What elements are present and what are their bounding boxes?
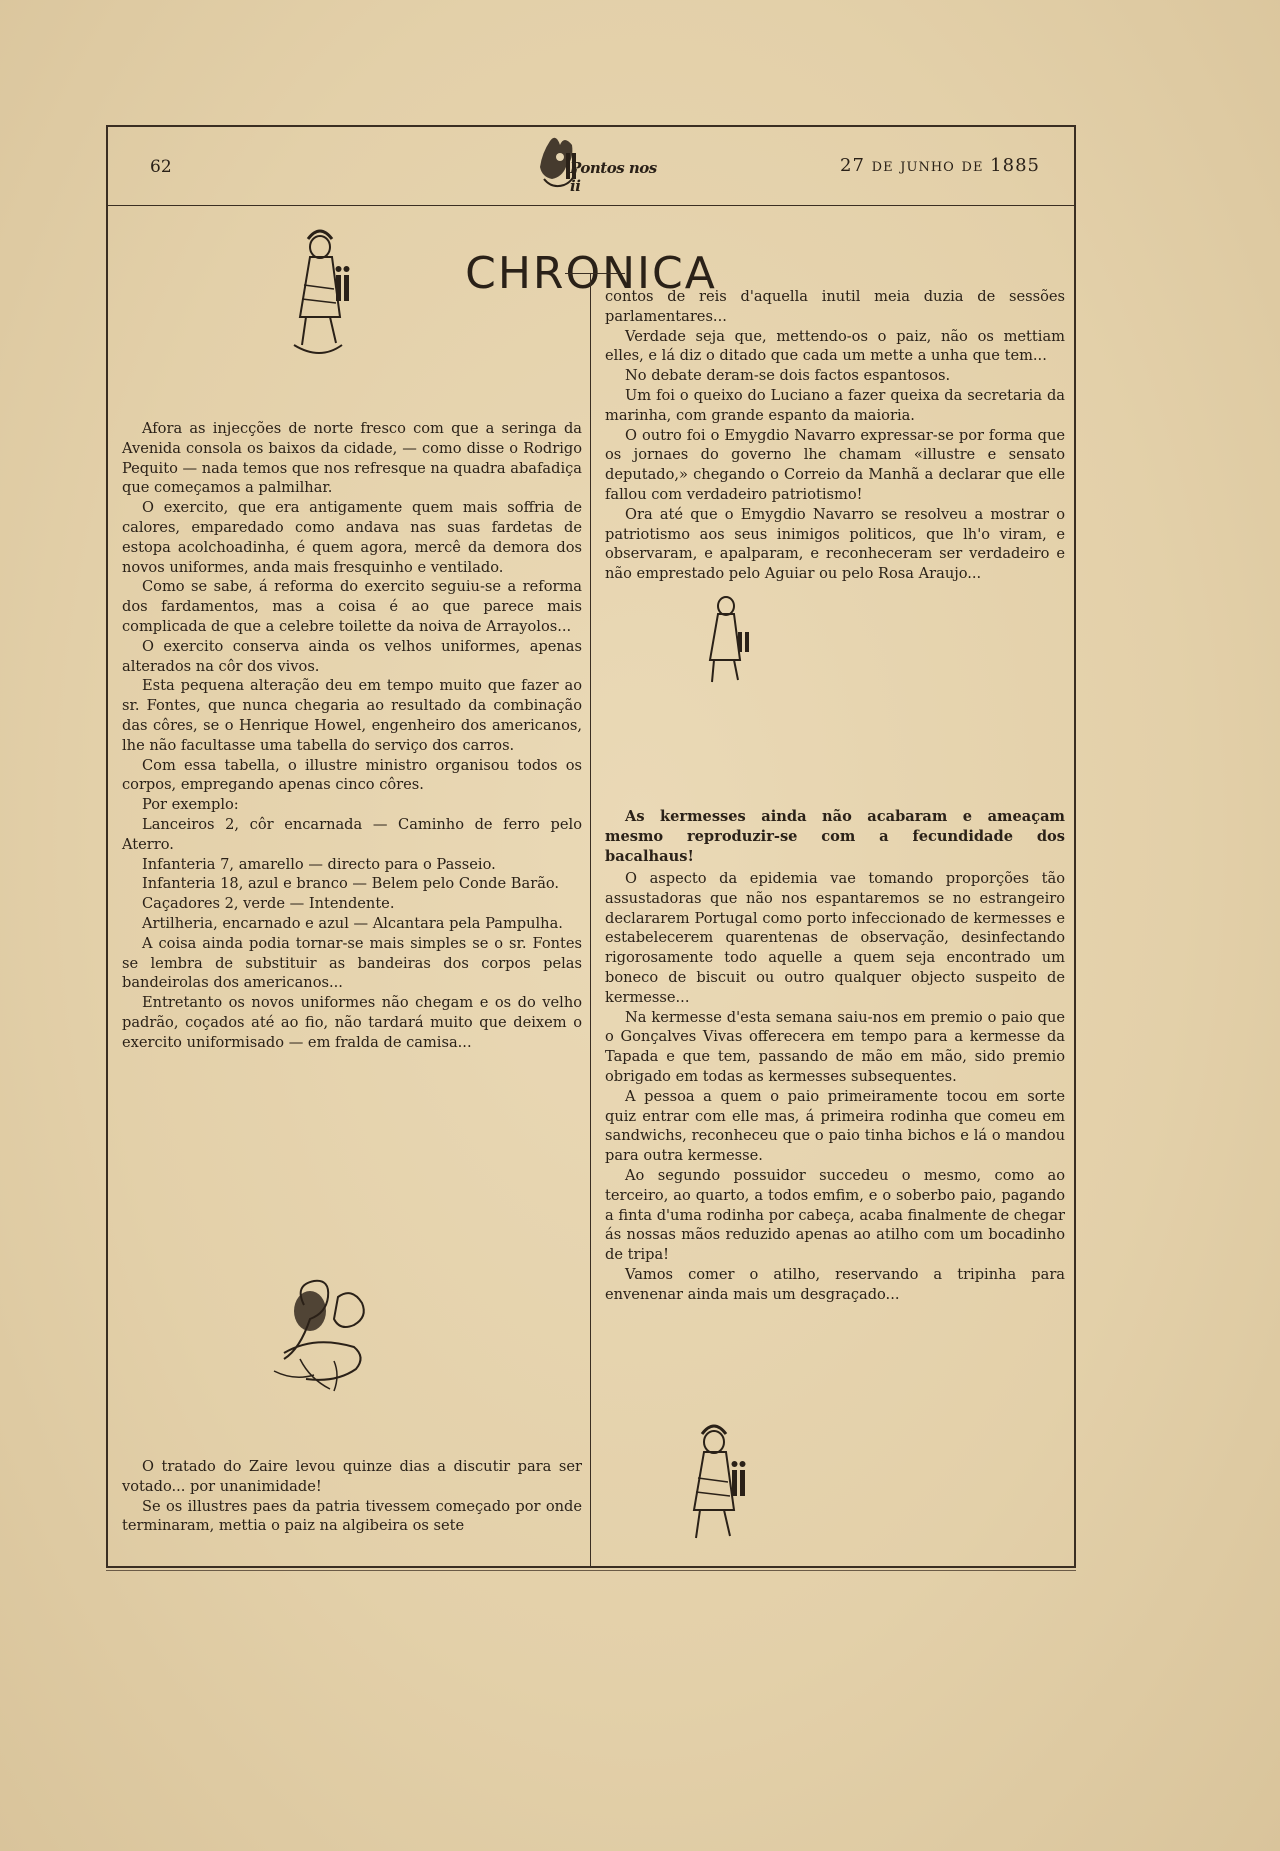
page-header xyxy=(108,127,1074,206)
masthead xyxy=(520,131,660,201)
paragraph: Esta pequena alteração deu em tempo muito que fazer ao sr. Fontes, que nunca chegaria ao resultado da combinação das côres, se o Henrique Howel, engenheiro dos americanos, lhe não facultasse uma tabella do serviço dos carros. xyxy=(122,677,582,754)
paragraph: Verdade seja que, mettendo-os o paiz, não os mettiam elles, e lá diz o ditado que cada um mette a unha que tem... xyxy=(605,327,1065,365)
paragraph: O aspecto da epidemia vae tomando proporções tão assustadoras que não nos espantaremos se no estrangeiro declararem Portugal como porto infeccionado de kermesses e estabelecerem quarentenas de observação, desinfectando rigorosamente todo aquelle a quem seja encontrado um boneco de biscuit ou outro qualquer objecto suspeito de kermesse... xyxy=(605,870,1065,1006)
paragraph: Como se sabe, á reforma do exercito seguiu-se a reforma dos fardamentos, mas a coisa é ao que parece mais complicada de que a celebre toilette da noiva de Arrayolos... xyxy=(122,578,582,635)
right-column xyxy=(605,287,1065,584)
hooded-figure-icon xyxy=(280,225,356,361)
paragraph: O exercito conserva ainda os velhos uniformes, apenas alterados na côr dos vivos. xyxy=(122,637,582,675)
left-column xyxy=(122,419,582,1053)
paragraph: Com essa tabella, o illustre ministro organisou todos os corpos, empregando apenas cinco côres. xyxy=(122,756,582,794)
paragraph: Ora até que o Emygdio Navarro se resolveu a mostrar o patriotismo aos seus inimigos politicos, que lh'o viram, e observaram, e apalparam, e reconheceram ser verdadeiro e não emprestado pelo Aguiar ou pelo Rosa Araujo... xyxy=(605,505,1065,583)
article-title: CHRONICA xyxy=(465,248,717,300)
paragraph: Caçadores 2, verde — Intendente. xyxy=(142,895,395,913)
hooded-figure-icon xyxy=(678,1422,754,1552)
title-rule xyxy=(565,273,625,274)
masthead-title: Pontos nos ii xyxy=(570,159,657,195)
paragraph: Infanteria 7, amarello — directo para o Passeio. xyxy=(142,855,496,873)
lead-paragraph: As kermesses ainda não acabaram e ameaçam mesmo reproduzir-se com a fecundidade dos bacalhaus! xyxy=(605,808,1065,865)
paragraph: contos de reis d'aquella inutil meia duzia de sessões parlamentares... xyxy=(605,288,1065,325)
paragraph: Na kermesse d'esta semana saiu-nos em premio o paio que o Gonçalves Vivas offerecera em tempo para a kermesse da Tapada e que tem, passando de mão em mão, sido premio obrigado em todas as kermesses subsequentes. xyxy=(605,1008,1065,1085)
kermesse-lead xyxy=(605,807,1065,866)
hooded-figure-icon xyxy=(698,592,754,692)
left-column-bottom xyxy=(122,1457,582,1536)
issue-date: 27 de junho de 1885 xyxy=(840,155,1040,176)
paragraph: O outro foi o Emygdio Navarro expressar-se por forma que os jornaes do governo lhe chamam «illustre e sensato deputado,» chegando o Correio da Manhã a declarar que elle fallou com verdadeiro patriotismo! xyxy=(605,426,1065,503)
paragraph: Lanceiros 2, côr encarnada — Caminho de ferro pelo Aterro. xyxy=(122,815,582,853)
paragraph: Por exemplo: xyxy=(142,796,239,814)
paragraph: Se os illustres paes da patria tivessem começado por onde terminaram, mettia o paiz na algibeira os sete xyxy=(122,1497,582,1535)
column-divider xyxy=(590,273,591,1568)
paragraph: Afora as injecções de norte fresco com que a seringa da Avenida consola os baixos da cidade, — como disse o Rodrigo Pequito — nada temos que nos refresque na quadra abafadiça que começamos a palmilhar. xyxy=(122,420,582,497)
paragraph: Entretanto os novos uniformes não chegam e os do velho padrão, coçados até ao fio, não tardará muito que deixem o exercito uniformisado — em fralda de camisa... xyxy=(122,994,582,1051)
paragraph: A pessoa a quem o paio primeiramente tocou em sorte quiz entrar com elle mas, á primeira rodinha que comeu em sandwichs, reconheceu que o paio tinha bichos e lá o mandou para outra kermesse. xyxy=(605,1087,1065,1165)
paragraph: Um foi o queixo do Luciano a fazer queixa da secretaria da marinha, com grande espanto da maioria. xyxy=(605,386,1065,424)
paragraph: Vamos comer o atilho, reservando a tripinha para envenenar ainda mais um desgraçado... xyxy=(605,1265,1065,1303)
paragraph: A coisa ainda podia tornar-se mais simples se o sr. Fontes se lembra de substituir as bandeiras dos corpos pelas bandeirolas dos americanos... xyxy=(122,934,582,992)
paragraph: No debate deram-se dois factos espantosos. xyxy=(625,367,951,385)
paragraph: O tratado do Zaire levou quinze dias a discutir para ser votado... por unanimidade! xyxy=(122,1458,582,1495)
birds-vignette-icon xyxy=(264,1275,384,1399)
frame-bottom-rule xyxy=(106,1570,1076,1571)
paragraph: Infanteria 18, azul e branco — Belem pelo Conde Barão. xyxy=(142,875,560,893)
right-column-bottom xyxy=(605,869,1065,1305)
paragraph: O exercito, que era antigamente quem mais soffria de calores, emparedado como andava nas suas fardetas de estopa acolchoadinha, é quem agora, mercê da demora dos novos uniformes, anda mais fresquinho e ventilado. xyxy=(122,499,582,576)
paragraph: Ao segundo possuidor succedeu o mesmo, como ao terceiro, ao quarto, a todos emfim, e o soberbo paio, pagando a finta d'uma rodinha por cabeça, acaba finalmente de chegar ás nossas mãos reduzido apenas ao atilho com um bocadinho de tripa! xyxy=(605,1166,1065,1264)
paragraph: Artilheria, encarnado e azul — Alcantara pela Pampulha. xyxy=(142,914,563,932)
page-number: 62 xyxy=(150,157,172,177)
page-frame xyxy=(106,125,1076,1568)
